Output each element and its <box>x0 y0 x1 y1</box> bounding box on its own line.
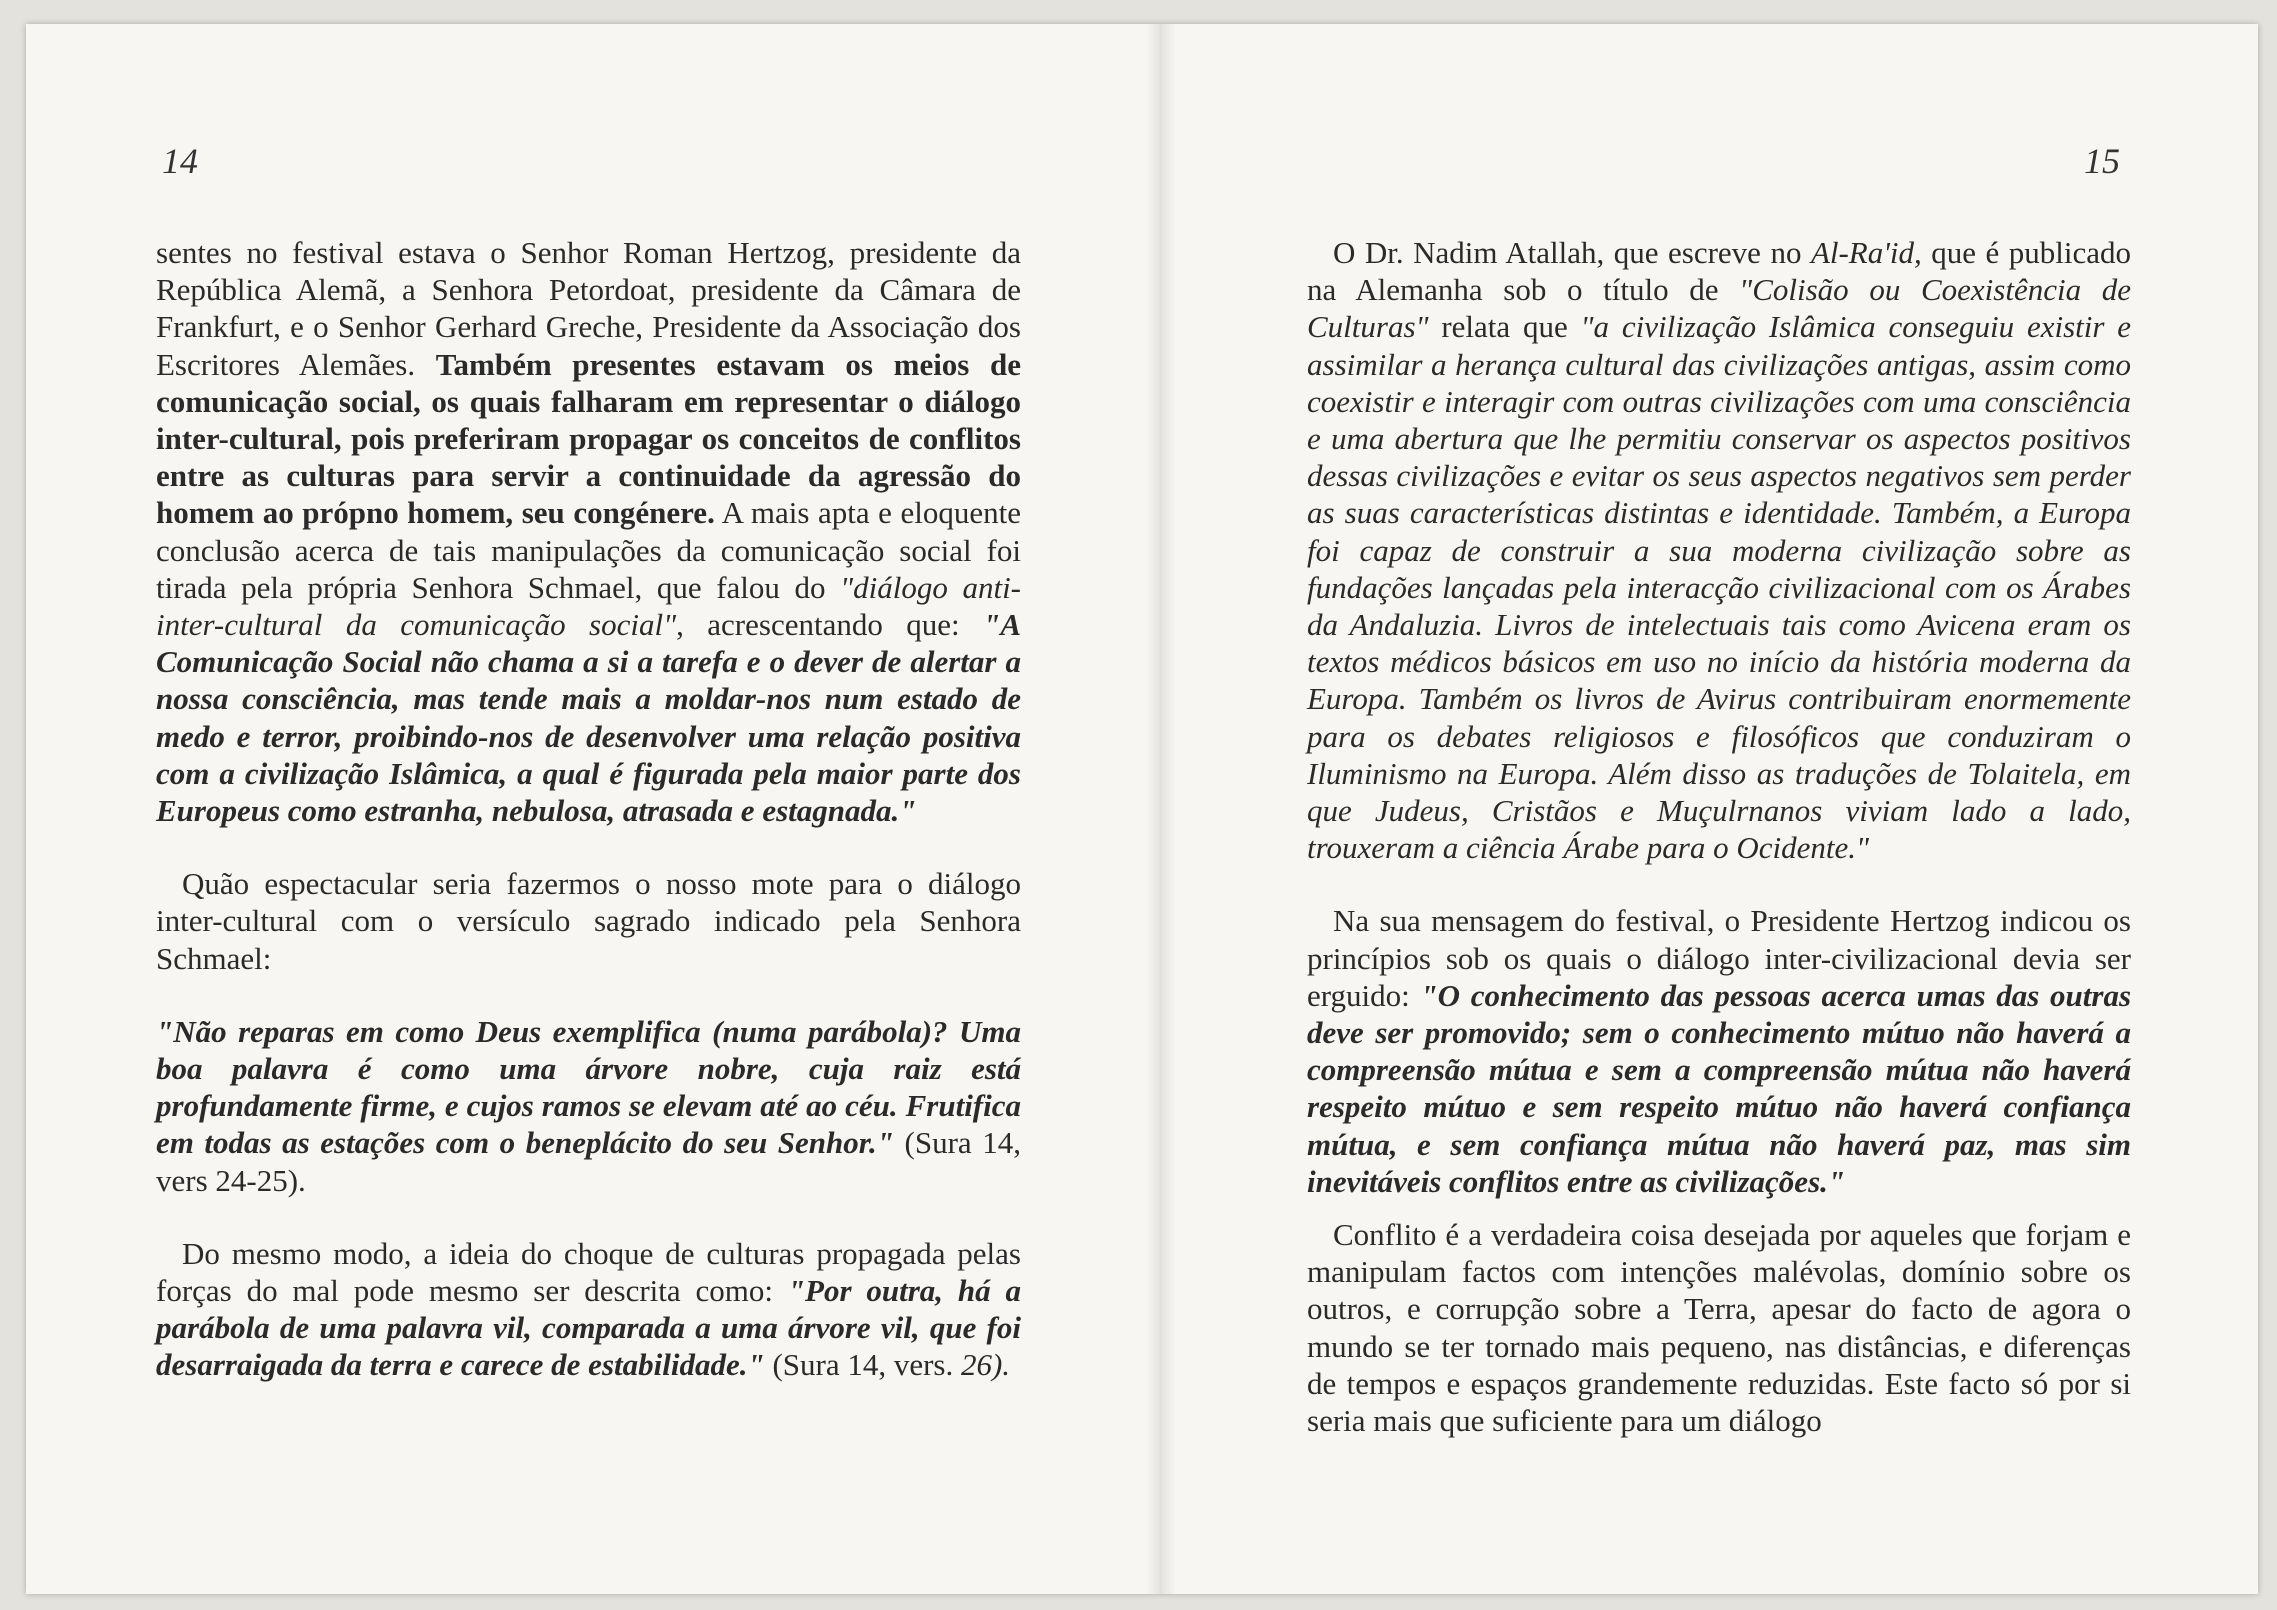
right-page <box>1161 24 2258 1594</box>
left-paragraph-1: sentes no festival estava o Senhor Roman Hertzog, presidente da República Alemã, a Senhora Petordoat, presidente da Câmara de Frankfurt, e o Senhor Gerhard Greche, Presidente da Associação dos Escritores Alemães. Também presentes estavam os meios de comunicação social, os quais falharam em representar o diálogo inter-cultural, pois preferiram propagar os conceitos de conflitos entre as culturas para servir a continuidade da agressão do homem ao própno homem, seu congénere. A mais apta e eloquente conclusão acerca de tais manipulações da comunicação social foi tirada pela própria Senhora Schmael, que falou do "diálogo anti-inter-cultural da comunicação social", acrescentando que: "A Comunicação Social não chama a si a tarefa e o dever de alertar a nossa consciência, mas tende mais a moldar-nos num estado de medo e terror, proibindo-nos de desenvolver uma relação positiva com a civilização Islâmica, a qual é figurada pela maior parte dos Europeus como estranha, nebulosa, atrasada e estagnada." <box>156 235 1022 829</box>
left-page <box>26 24 1161 1594</box>
right-paragraph-2: Na sua mensagem do festival, o Presidente Hertzog indicou os princípios sob os quais o diálogo inter-civilizacional devia ser erguido: "O conhecimento das pessoas acerca umas das outras deve ser promovido; sem o conhecimento mútuo não haverá a compreensão mútua e sem a compreensão mútua não haverá respeito mútuo e sem respeito mútuo não haverá confiança mútua, e sem confiança mútua não haverá paz, mas sim inevitáveis conflitos entre as civilizações." <box>1307 903 2132 1199</box>
left-paragraph-4: Do mesmo modo, a ideia do choque de culturas propagada pelas forças do mal pode mesmo ser descrita como: "Por outra, há a parábola de uma palavra vil, comparada a uma árvore vil, que foi desarraigada da terra e carece de estabilidade." (Sura 14, vers. 26). <box>156 1235 1021 1383</box>
page-number-left: 14 <box>162 141 198 181</box>
book-spread <box>26 24 2258 1594</box>
right-paragraph-3: Conflito é a verdadeira coisa desejada por aqueles que forjam e manipulam factos com intenções malévolas, domínio sobre os outros, e corrupção sobre a Terra, apesar do facto de agora o mundo se ter tornado mais pequeno, nas distâncias, e diferenças de tempos e espaços grandemente reduzidas. Este facto só por si seria mais que suficiente para um diálogo <box>1307 1217 2131 1439</box>
right-page-text <box>1307 234 2131 1439</box>
page-number-right: 15 <box>2084 141 2120 181</box>
left-paragraph-2: Quão espectacular seria fazermos o nosso mote para o diálogo inter-cultural com o versículo sagrado indicado pela Senhora Schmael: <box>156 866 1021 976</box>
right-paragraph-1: O Dr. Nadim Atallah, que escreve no Al-Ra'id, que é publicado na Alemanha sob o título de "Colisão ou Coexistência de Culturas" relata que "a civilização Islâmica conseguiu existir e assimilar a herança cultural das civilizações antigas, assim como coexistir e interagir com outras civilizações com uma consciência e uma abertura que lhe permitiu conservar os aspectos positivos dessas civilizações e evitar os seus aspectos negativos sem perder as suas características distintas e identidade. Também, a Europa foi capaz de construir a sua moderna civilização sobre as fundações lançadas pela interacção civilizacional com os Árabes da Andaluzia. Livros de intelectuais tais como Avicena eram os textos médicos básicos em uso no início da história moderna da Europa. Também os livros de Avirus contribuiram enormemente para os debates religiosos e filosóficos que conduziram o Iluminismo na Europa. Além disso as traduções de Tolaitela, em que Judeus, Cristãos e Muçulrnanos viviam lado a lado, trouxeram a ciência Árabe para o Ocidente." <box>1307 235 2132 866</box>
left-paragraph-3-quote: "Não reparas em como Deus exemplifica (numa parábola)? Uma boa palavra é como uma árvore nobre, cuja raiz está profundamente firme, e cujos ramos se elevam até ao céu. Frutifica em todas as estações com o beneplácito do seu Senhor." (Sura 14, vers 24-25). <box>156 1013 1021 1198</box>
left-page-text <box>156 234 1021 1384</box>
